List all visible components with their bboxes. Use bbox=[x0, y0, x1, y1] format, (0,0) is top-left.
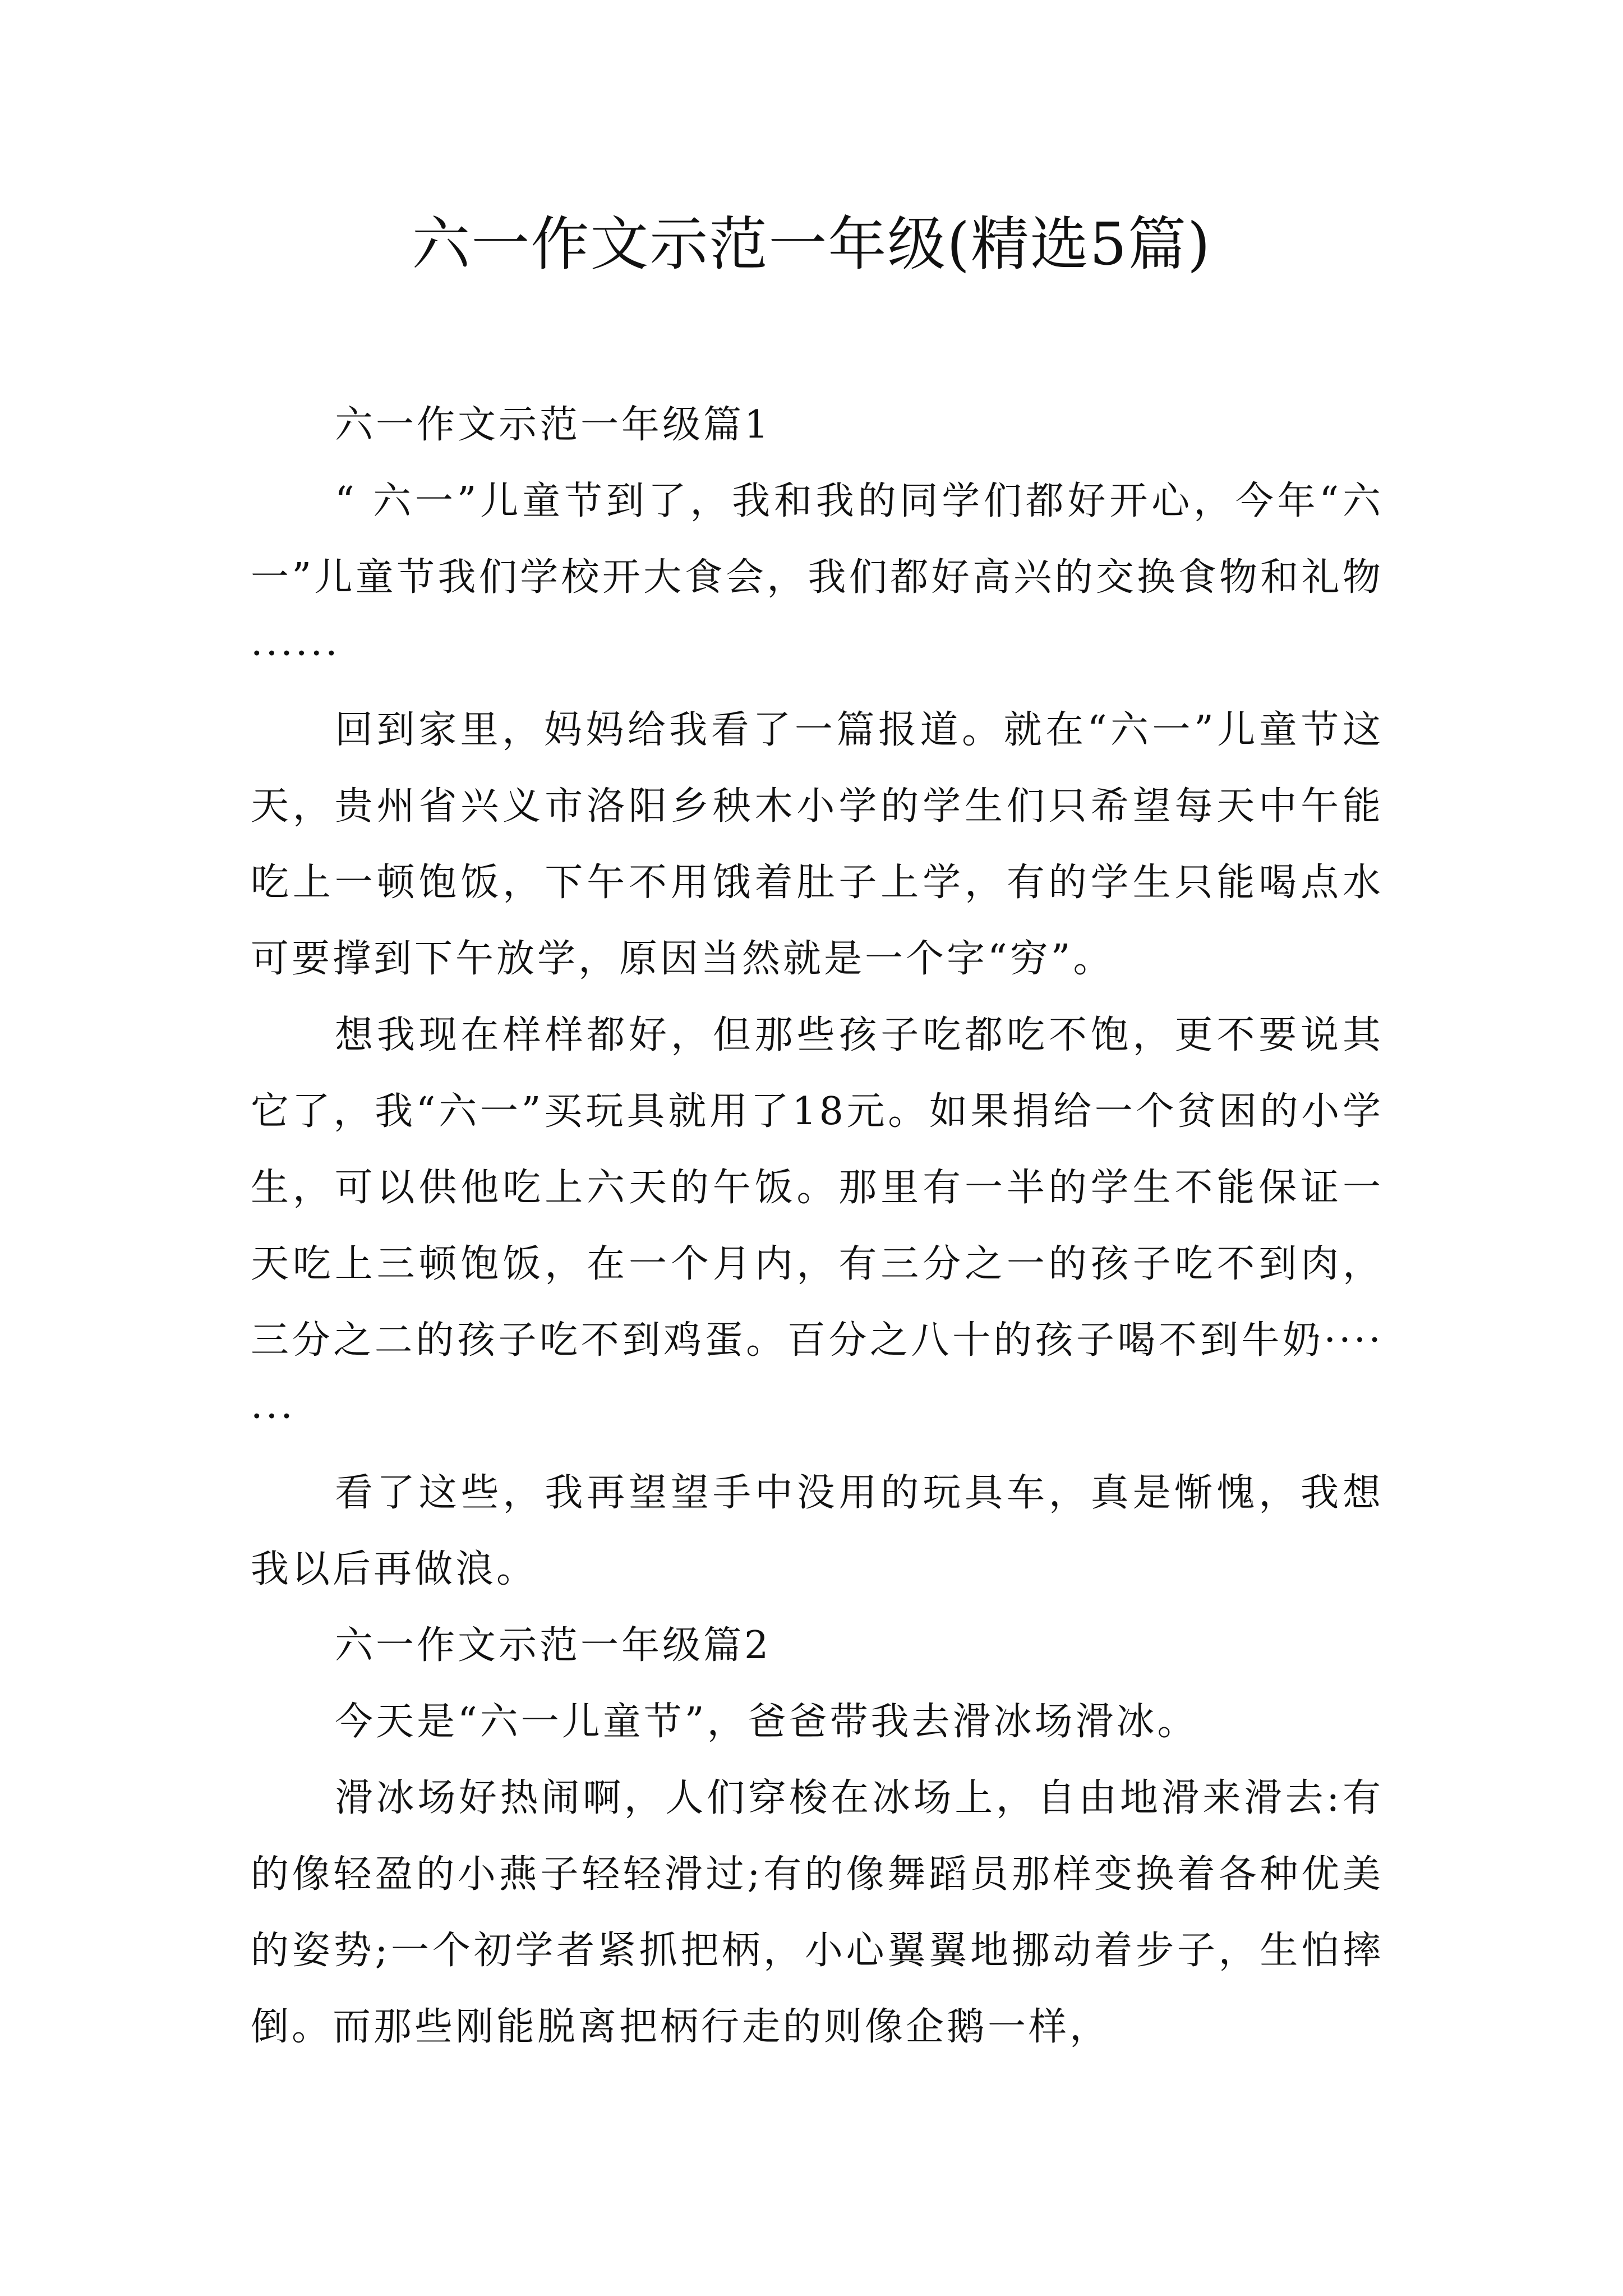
paragraph: 想我现在样样都好，但那些孩子吃都吃不饱，更不要说其它了，我“六一”买玩具就用了18元。如果捐给一个贫困的小学生，可以供他吃上六天的午饭。那里有一半的学生不能保证一天吃上三顿饱饭，在一个月内，有三分之一的孩子吃不到肉，三分之二的孩子吃不到鸡蛋。百分之八十的孩子喝不到牛奶······· bbox=[251, 1013, 1384, 1439]
paragraph: 看了这些，我再望望手中没用的玩具车，真是惭愧，我想我以后再做浪。 bbox=[251, 1471, 1384, 1591]
section-heading-2: 六一作文示范一年级篇2 bbox=[335, 1623, 772, 1668]
section-heading-1: 六一作文示范一年级篇1 bbox=[335, 403, 772, 447]
paragraph: “ 六一”儿童节到了，我和我的同学们都好开心，今年“六一”儿童节我们学校开大食会，我们都好高兴的交换食物和礼物······ bbox=[251, 479, 1384, 676]
document-title: 六一作文示范一年级(精选5篇) bbox=[412, 210, 1211, 278]
paragraph: 今天是“六一儿童节”，爸爸带我去滑冰场滑冰。 bbox=[335, 1700, 1198, 1744]
document-body bbox=[251, 387, 1384, 2065]
paragraph: 回到家里，妈妈给我看了一篇报道。就在“六一”儿童节这天，贵州省兴义市洛阳乡秧木小学的学生们只希望每天中午能吃上一顿饱饭，下午不用饿着肚子上学，有的学生只能喝点水可要撑到下午放学，原因当然就是一个字“穷”。 bbox=[251, 708, 1384, 981]
paragraph: 滑冰场好热闹啊，人们穿梭在冰场上，自由地滑来滑去:有的像轻盈的小燕子轻轻滑过;有的像舞蹈员那样变换着各种优美的姿势;一个初学者紧抓把柄，小心翼翼地挪动着步子，生怕摔倒。而那些刚能脱离把柄行走的则像企鹅一样， bbox=[251, 1776, 1384, 2049]
